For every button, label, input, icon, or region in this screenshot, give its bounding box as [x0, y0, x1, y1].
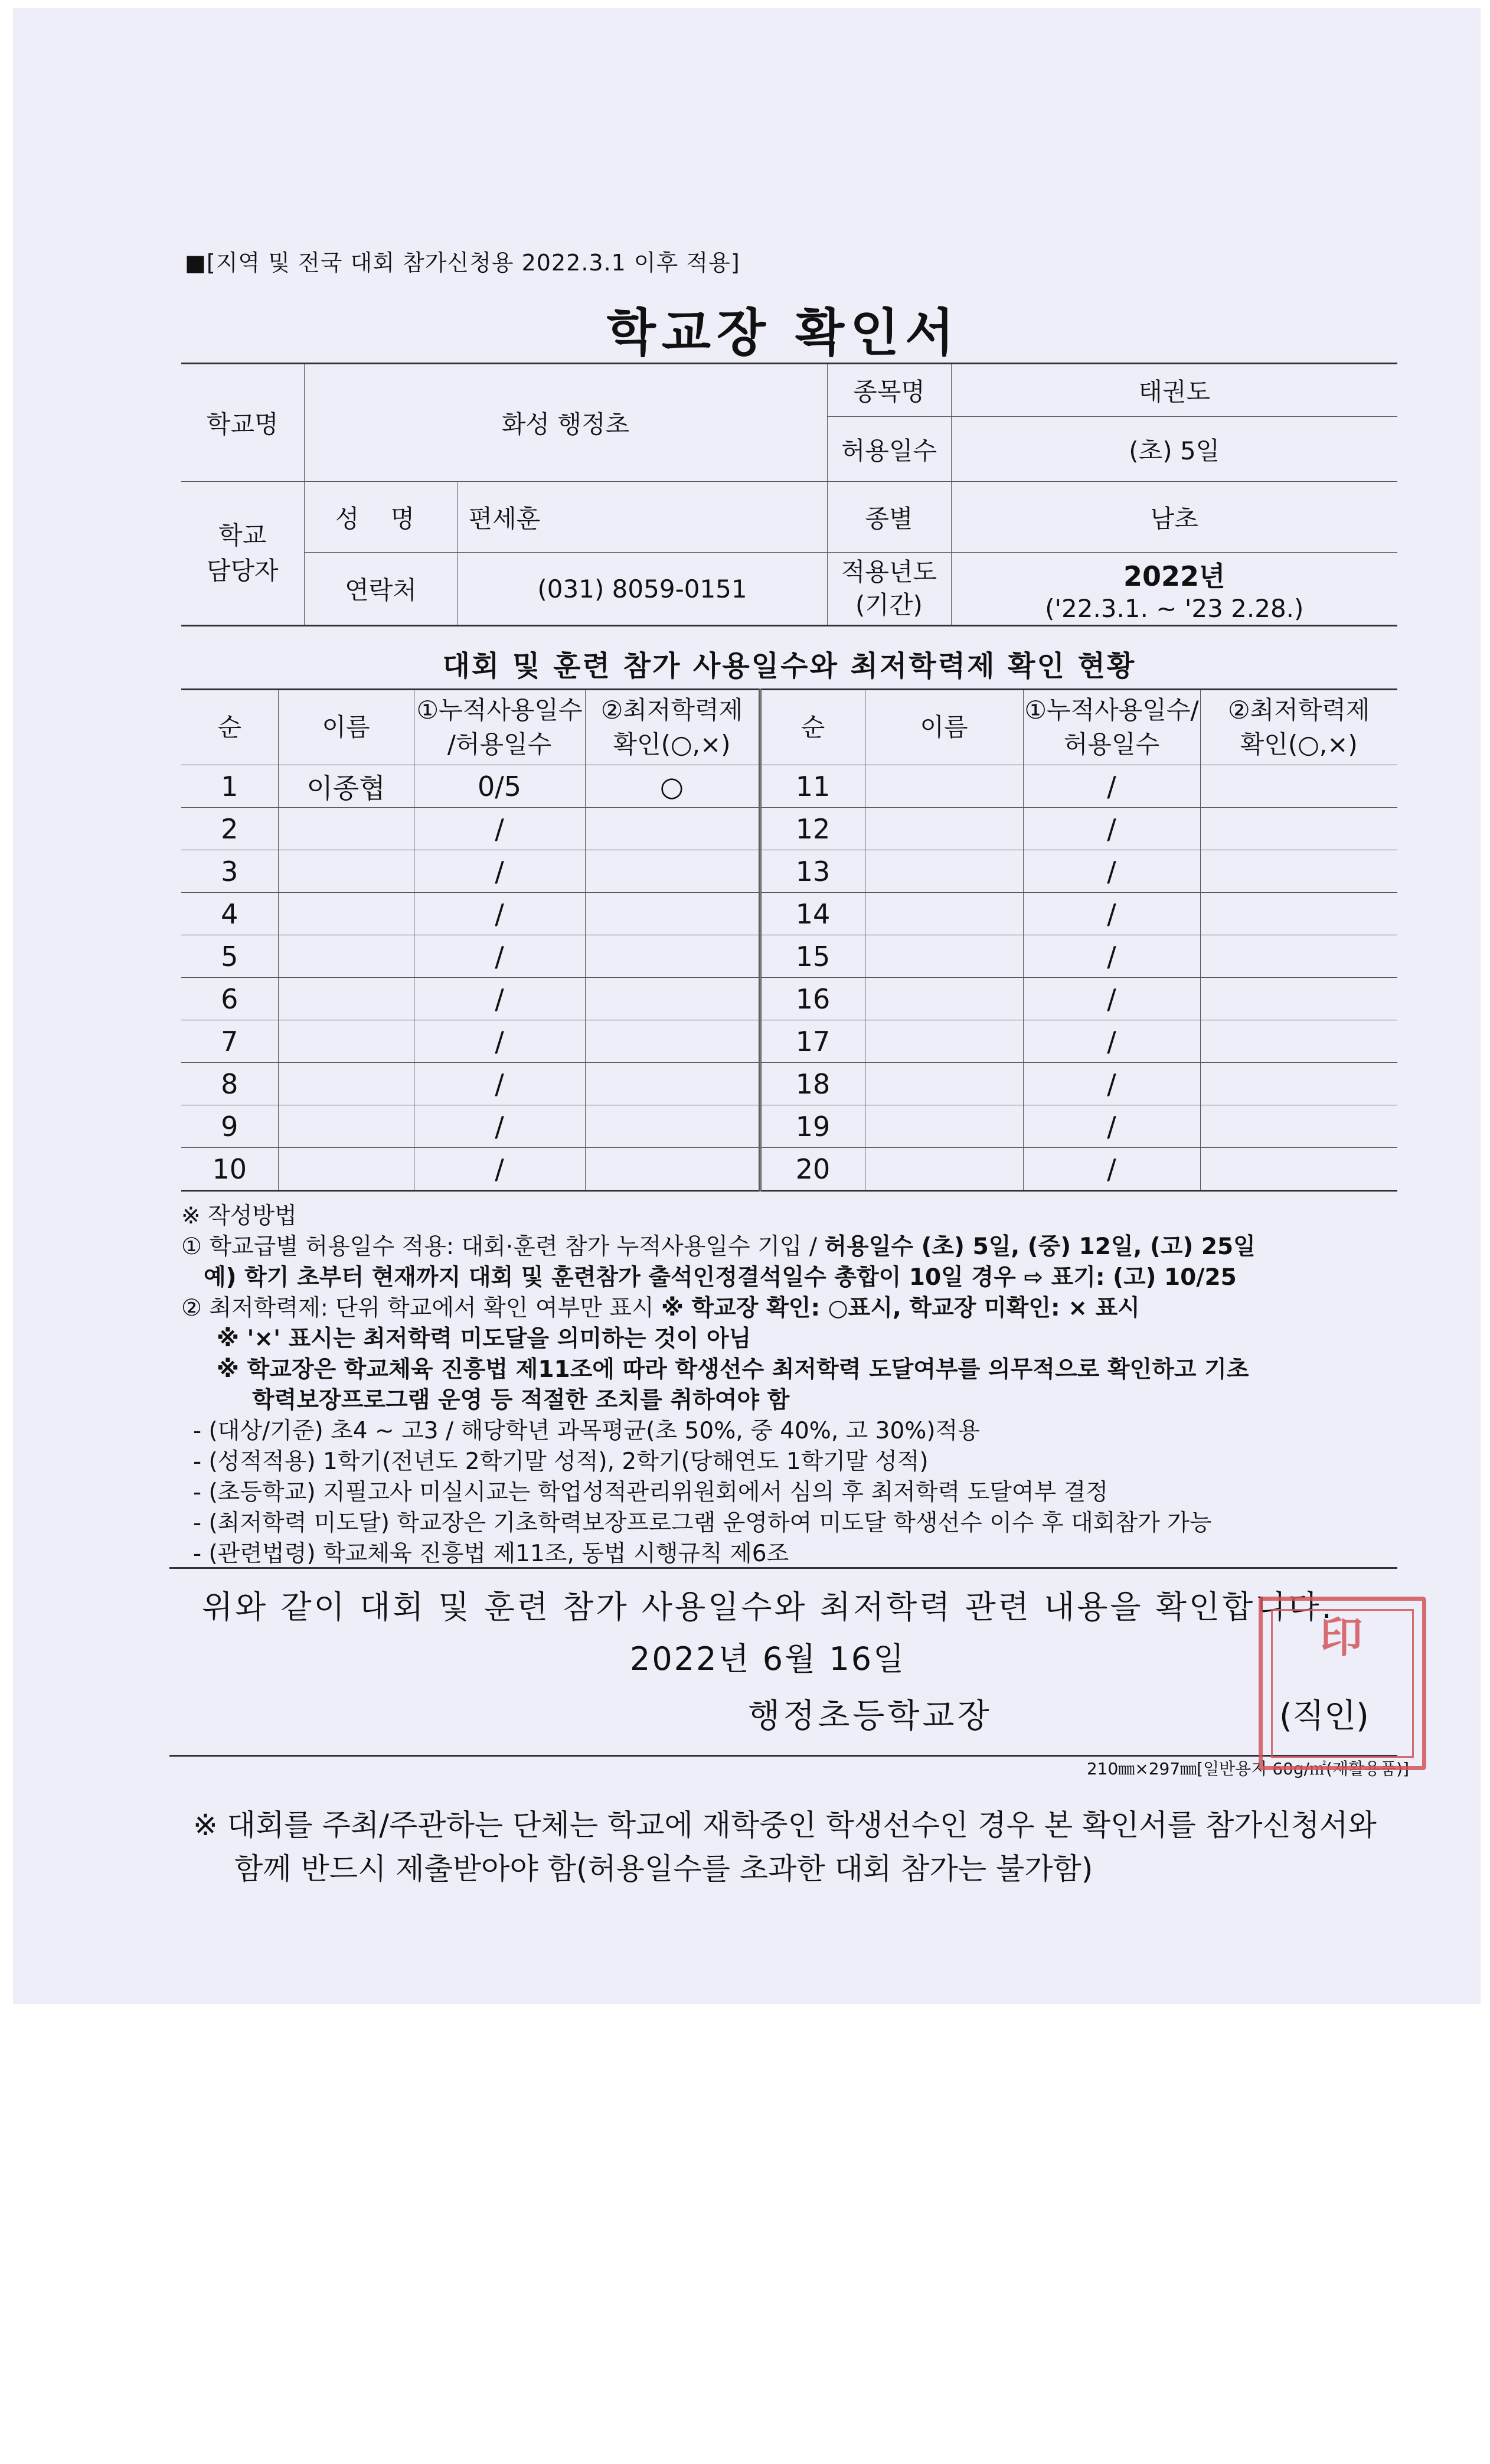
- official-seal-stamp: [1259, 1597, 1426, 1770]
- row-check: [585, 1148, 760, 1191]
- method-text-bold: ※ 학교장 확인: ○표시, 학교장 미확인: × 표시: [661, 1295, 1140, 1321]
- row-name: [278, 935, 414, 978]
- row-no2: 17: [760, 1020, 865, 1063]
- row-check2: [1200, 1148, 1397, 1191]
- table-row: [181, 850, 1397, 893]
- year-cell: [951, 553, 1397, 626]
- method-line: - (최저학력 미도달) 학교장은 기초학력보장프로그램 운영하여 미도달 학생선수 이수 후 대회참가 가능: [193, 1510, 1212, 1536]
- row-check: [585, 808, 760, 850]
- method-line: 학력보장프로그램 운영 등 적절한 조치를 취하여야 함: [252, 1387, 790, 1414]
- row-days: /: [414, 935, 585, 978]
- category-value: 남초: [951, 482, 1397, 553]
- sport-label: 종목명: [827, 364, 951, 417]
- year-label: 적용년도 (기간): [827, 553, 951, 626]
- row-no2: 11: [760, 765, 865, 808]
- table-row: [181, 935, 1397, 978]
- row-days2: /: [1023, 935, 1200, 978]
- row-no: 10: [181, 1148, 278, 1191]
- col-check-header: ②최저학력제 확인(○,×): [585, 690, 760, 765]
- table-row: [181, 808, 1397, 850]
- period-value: ('22.3.1. ~ '23 2.28.): [1045, 593, 1304, 623]
- method-line: [181, 1293, 1403, 1324]
- writing-method-notes: [181, 1201, 1403, 1569]
- row-no2: 14: [760, 893, 865, 935]
- document-paper: [13, 8, 1481, 2004]
- col-name-header: 이름: [278, 690, 414, 765]
- row-name: [278, 1063, 414, 1105]
- manager-name-label: 성 명: [304, 482, 458, 553]
- row-no: 7: [181, 1020, 278, 1063]
- method-line: [181, 1232, 1403, 1262]
- row-name: [278, 1105, 414, 1148]
- allowed-days-label: 허용일수: [827, 417, 951, 482]
- table-row: [181, 1105, 1397, 1148]
- row-no2: 16: [760, 978, 865, 1020]
- row-days: /: [414, 893, 585, 935]
- row-check2: [1200, 850, 1397, 893]
- method-line: - (성적적용) 1학기(전년도 2학기말 성적), 2학기(당해연도 1학기말 성적): [193, 1448, 929, 1475]
- row-name2: [865, 1063, 1023, 1105]
- signer-name: 행정초등학교장: [748, 1697, 992, 1735]
- manager-label: 학교 담당자: [181, 482, 304, 626]
- row-no: 4: [181, 893, 278, 935]
- row-name: [278, 808, 414, 850]
- row-name: [278, 850, 414, 893]
- row-days: /: [414, 850, 585, 893]
- method-line: - (관련법령) 학교체육 진흥법 제11조, 동법 시행규칙 제6조: [193, 1541, 789, 1567]
- method-line: 예) 학기 초부터 현재까지 대회 및 훈련참가 출석인정결석일수 총합이 10일 경우 ⇨ 표기: (고) 10/25: [204, 1264, 1237, 1291]
- confirmation-date: 2022년 6월 16일: [630, 1640, 906, 1678]
- year-value: 2022년: [1123, 560, 1226, 592]
- row-days2: /: [1023, 765, 1200, 808]
- row-days: /: [414, 1148, 585, 1191]
- row-check: [585, 893, 760, 935]
- row-name2: [865, 1105, 1023, 1148]
- col-no-header: 순: [181, 690, 278, 765]
- row-no: 3: [181, 850, 278, 893]
- row-check: [585, 978, 760, 1020]
- col-no2-header: 순: [760, 690, 865, 765]
- row-check: [585, 1063, 760, 1105]
- row-check: ○: [585, 765, 760, 808]
- row-days2: /: [1023, 850, 1200, 893]
- row-days: /: [414, 808, 585, 850]
- row-check2: [1200, 893, 1397, 935]
- row-no2: 18: [760, 1063, 865, 1105]
- row-name2: [865, 978, 1023, 1020]
- table-row: [181, 765, 1397, 808]
- row-name2: [865, 765, 1023, 808]
- row-days: /: [414, 1105, 585, 1148]
- seal-label: (직인): [1279, 1697, 1369, 1735]
- table-row: [181, 1148, 1397, 1191]
- method-text: ② 최저학력제: 단위 학교에서 확인 여부만 표시: [181, 1295, 662, 1321]
- row-name2: [865, 808, 1023, 850]
- row-name2: [865, 1148, 1023, 1191]
- row-name: [278, 1020, 414, 1063]
- contact-value: (031) 8059-0151: [458, 553, 827, 626]
- col-check2-header: ②최저학력제 확인(○,×): [1200, 690, 1397, 765]
- row-check2: [1200, 808, 1397, 850]
- row-no: 2: [181, 808, 278, 850]
- method-title: ※ 작성방법: [181, 1203, 297, 1229]
- row-no2: 12: [760, 808, 865, 850]
- col-days-header: ①누적사용일수 /허용일수: [414, 690, 585, 765]
- row-no2: 13: [760, 850, 865, 893]
- row-name: [278, 893, 414, 935]
- method-line: ※ '×' 표시는 최저학력 미도달을 의미하는 것이 아님: [217, 1326, 751, 1352]
- footer-note: [193, 1803, 1377, 1891]
- contact-label: 연락처: [304, 553, 458, 626]
- row-check2: [1200, 1063, 1397, 1105]
- col-days2-header: ①누적사용일수/ 허용일수: [1023, 690, 1200, 765]
- footer-line-1: ※ 대회를 주최/주관하는 단체는 학교에 재학중인 학생선수인 경우 본 확인서를 참가신청서와: [193, 1808, 1377, 1842]
- method-line: ※ 학교장은 학교체육 진흥법 제11조에 따라 학생선수 최저학력 도달여부를 의무적으로 확인하고 기초: [217, 1356, 1249, 1383]
- school-name-value: 화성 행정초: [304, 364, 827, 482]
- sport-value: 태권도: [951, 364, 1397, 417]
- roster-table: [181, 688, 1397, 1192]
- row-days2: /: [1023, 808, 1200, 850]
- row-days2: /: [1023, 978, 1200, 1020]
- row-no: 5: [181, 935, 278, 978]
- school-name-label: 학교명: [181, 364, 304, 482]
- row-check2: [1200, 765, 1397, 808]
- row-no2: 20: [760, 1148, 865, 1191]
- allowed-days-value: (초) 5일: [951, 417, 1397, 482]
- table-row: [181, 1020, 1397, 1063]
- row-check2: [1200, 1020, 1397, 1063]
- manager-name-value: 편세훈: [458, 482, 827, 553]
- method-text-bold: 허용일수 (초) 5일, (중) 12일, (고) 25일: [824, 1233, 1256, 1260]
- col-name2-header: 이름: [865, 690, 1023, 765]
- table-row: [181, 978, 1397, 1020]
- document-title: 학교장 확인서: [606, 303, 960, 363]
- row-no: 1: [181, 765, 278, 808]
- row-name: [278, 978, 414, 1020]
- row-no2: 15: [760, 935, 865, 978]
- row-check: [585, 1105, 760, 1148]
- row-check: [585, 935, 760, 978]
- row-name2: [865, 1020, 1023, 1063]
- row-days: /: [414, 1020, 585, 1063]
- roster-header-row: [181, 690, 1397, 765]
- row-days: 0/5: [414, 765, 585, 808]
- row-days: /: [414, 1063, 585, 1105]
- row-days2: /: [1023, 1148, 1200, 1191]
- row-name2: [865, 850, 1023, 893]
- table-row: [181, 893, 1397, 935]
- row-check2: [1200, 978, 1397, 1020]
- row-name2: [865, 935, 1023, 978]
- seal-icon: 印: [1319, 1613, 1365, 1662]
- row-name: [278, 1148, 414, 1191]
- row-name: 이종협: [278, 765, 414, 808]
- category-label: 종별: [827, 482, 951, 553]
- row-no2: 19: [760, 1105, 865, 1148]
- row-no: 9: [181, 1105, 278, 1148]
- row-days2: /: [1023, 1105, 1200, 1148]
- row-days: /: [414, 978, 585, 1020]
- section-title: 대회 및 훈련 참가 사용일수와 최저학력제 확인 현황: [442, 650, 1136, 683]
- header-note: ■[지역 및 전국 대회 참가신청용 2022.3.1 이후 적용]: [185, 250, 740, 276]
- row-check: [585, 1020, 760, 1063]
- row-check2: [1200, 1105, 1397, 1148]
- row-days2: /: [1023, 1063, 1200, 1105]
- row-check2: [1200, 935, 1397, 978]
- paper-spec: 210㎜×297㎜[일반용지 60g/㎡(재활용품)]: [1086, 1759, 1409, 1778]
- confirmation-block: [169, 1567, 1397, 1757]
- table-row: [181, 1063, 1397, 1105]
- row-days2: /: [1023, 1020, 1200, 1063]
- method-line: - (대상/기준) 초4 ~ 고3 / 해당학년 과목평균(초 50%, 중 40%, 고 30%)적용: [193, 1418, 980, 1444]
- school-info-table: [181, 363, 1397, 626]
- row-check: [585, 850, 760, 893]
- method-text: ① 학교급별 허용일수 적용: 대회·훈련 참가 누적사용일수 기입 /: [181, 1233, 825, 1260]
- row-name2: [865, 893, 1023, 935]
- method-line: - (초등학교) 지필고사 미실시교는 학업성적관리위원회에서 심의 후 최저학력 도달여부 결정: [193, 1479, 1109, 1506]
- row-no: 8: [181, 1063, 278, 1105]
- confirmation-statement: 위와 같이 대회 및 훈련 참가 사용일수와 최저학력 관련 내용을 확인합니다.: [202, 1588, 1334, 1626]
- row-no: 6: [181, 978, 278, 1020]
- row-days2: /: [1023, 893, 1200, 935]
- footer-line-2: 함께 반드시 제출받아야 함(허용일수를 초과한 대회 참가는 불가함): [234, 1852, 1093, 1886]
